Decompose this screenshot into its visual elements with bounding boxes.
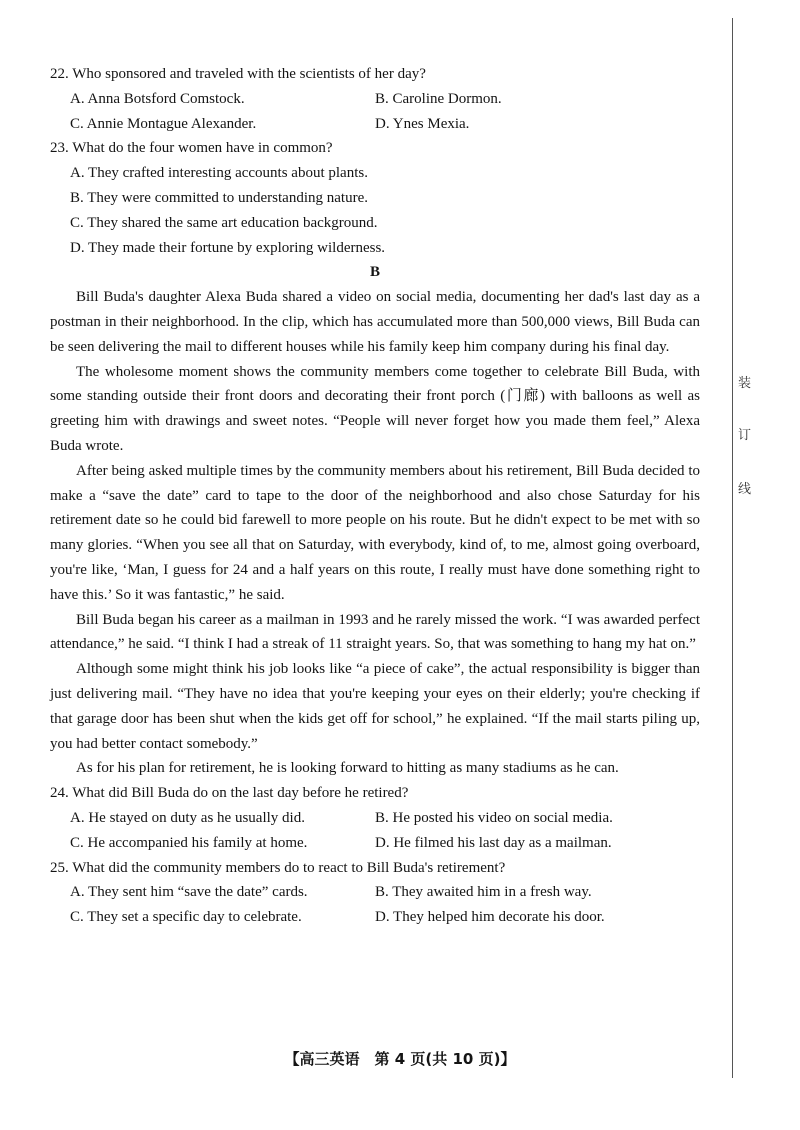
option-23-d: D. They made their fortune by exploring wilderness.	[70, 239, 386, 256]
question-24-options	[50, 806, 700, 831]
option-23-a: A. They crafted interesting accounts about plants.	[70, 165, 368, 182]
passage-paragraph: The wholesome moment shows the community members come together to celebrate Bill Buda, with some standing outside their front doors and decorating their front porch (门廊) with balloons as well as greeting him with drawings and sweet notes. “People will never forget how you made them feel,” Alexa Buda wrote.	[50, 363, 700, 454]
page-footer: 【高三英语 第 4 页(共 10 页)】	[284, 1050, 516, 1068]
binding-mark: 线	[738, 481, 752, 496]
passage-paragraph: Bill Buda's daughter Alexa Buda shared a video on social media, documenting her dad's last day as a postman in their neighborhood. In the clip, which has accumulated more than 500,000 views, Bill Buda can be seen delivering the mail to different houses while his family keep him company during his final day.	[50, 289, 700, 355]
exam-content	[50, 62, 700, 930]
option-22-b: B. Caroline Dormon.	[375, 90, 502, 107]
option-24-b: B. He posted his video on social media.	[375, 809, 613, 826]
passage-paragraph: After being asked multiple times by the community members about his retirement, Bill Buda decided to make a “save the date” card to tape to the door of the neighborhood and also chose Saturday for his retirement date so he could bid farewell to more people on his route. But he didn't expect to be met with so many glories. “When you see all that on Saturday, with everybody, kind of, to me, almost going overboard, you're like, ‘Man, I guess for 24 and a half years on this route, I really must have done something right to have this.’ So it was fantastic,” he said.	[50, 462, 700, 603]
option-25-a: A. They sent him “save the date” cards.	[70, 884, 308, 901]
option-23-b: B. They were committed to understanding nature.	[70, 189, 368, 206]
question-24-options	[50, 831, 700, 856]
question-23-stem: 23. What do the four women have in common?	[50, 140, 333, 157]
option-22-d: D. Ynes Mexia.	[375, 115, 470, 132]
passage-paragraph: Although some might think his job looks like “a piece of cake”, the actual responsibility is bigger than just delivering mail. “They have no idea that you're keeping your eyes on their elderly; you're checking if that garage door has been shut when the kids get off for school,” he explained. “If the mail starts piling up, you had better contact somebody.”	[50, 661, 700, 752]
option-22-c: C. Annie Montague Alexander.	[70, 115, 257, 132]
binding-mark: 装	[738, 375, 752, 390]
binding-mark: 订	[738, 427, 752, 442]
option-25-d: D. They helped him decorate his door.	[375, 909, 605, 926]
passage-paragraph: Bill Buda began his career as a mailman in 1993 and he rarely missed the work. “I was awarded perfect attendance,” he said. “I think I had a streak of 11 straight years. So, that was something to hang my hat on.”	[50, 611, 700, 653]
passage-paragraph: As for his plan for retirement, he is looking forward to hitting as many stadiums as he can.	[76, 760, 619, 777]
section-heading: B	[369, 264, 380, 281]
question-24-stem: 24. What did Bill Buda do on the last day before he retired?	[50, 785, 409, 802]
question-25-stem: 25. What did the community members do to react to Bill Buda's retirement?	[50, 859, 506, 876]
option-25-b: B. They awaited him in a fresh way.	[375, 884, 592, 901]
question-22-stem: 22. Who sponsored and traveled with the scientists of her day?	[50, 66, 426, 82]
question-22-options	[50, 87, 700, 112]
option-22-a: A. Anna Botsford Comstock.	[70, 90, 245, 107]
question-25-options	[50, 880, 700, 905]
question-25-options	[50, 905, 700, 930]
binding-margin-line	[732, 18, 733, 1078]
option-24-a: A. He stayed on duty as he usually did.	[70, 809, 305, 826]
option-24-c: C. He accompanied his family at home.	[70, 834, 308, 851]
question-22-options	[50, 112, 700, 137]
option-23-c: C. They shared the same art education background.	[70, 214, 378, 231]
option-25-c: C. They set a specific day to celebrate.	[70, 909, 302, 926]
option-24-d: D. He filmed his last day as a mailman.	[375, 834, 612, 851]
